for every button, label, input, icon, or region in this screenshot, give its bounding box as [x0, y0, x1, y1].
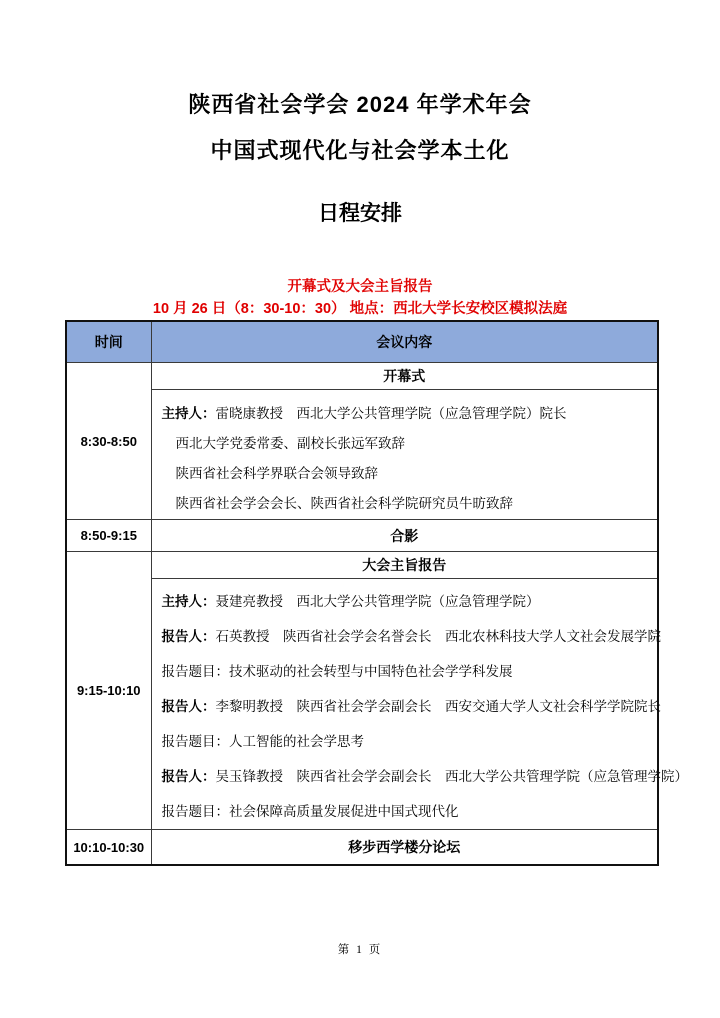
doc-title-line1: 陕西省社会学会 2024 年学术年会 [188, 92, 532, 117]
detail-line [152, 689, 661, 724]
detail-label: 报告人： [161, 629, 216, 644]
schedule-table [65, 320, 688, 866]
table-row [66, 552, 658, 579]
doc-title-line2: 中国式现代化与社会学本土化 [210, 138, 510, 163]
detail-line [152, 759, 688, 794]
detail-text: 陕西省社会科学界联合会领导致辞 [175, 466, 378, 481]
detail-line [152, 654, 658, 689]
table-row [66, 579, 658, 830]
detail-line [152, 489, 658, 519]
detail-text: 吴玉锋教授 陕西省社会学会副会长 西北大学公共管理学院（应急管理学院） [215, 769, 688, 784]
segment-subheader: 大会主旨报告 [151, 552, 658, 579]
detail-text: 陕西省社会学会会长、陕西省社会科学院研究员牛昉致辞 [175, 496, 513, 511]
detail-label: 报告人： [161, 699, 216, 714]
detail-line [152, 429, 658, 459]
session-datetime-location: 10 月 26 日（8：30-10：30） 地点：西北大学长安校区模拟法庭 [152, 301, 568, 317]
segment-title: 合影 [151, 520, 658, 552]
schedule-heading: 日程安排 [318, 202, 402, 225]
col-header-content: 会议内容 [151, 321, 658, 363]
detail-line [152, 584, 658, 619]
detail-text: 李黎明教授 陕西省社会学会副会长 西安交通大学人文社会科学学院院长 [215, 699, 661, 714]
table-row [66, 390, 658, 520]
time-cell: 9:15-10:10 [66, 552, 151, 830]
detail-text: 石英教授 陕西省社会学会名誉会长 西北农林科技大学人文社会发展学院 [215, 629, 661, 644]
detail-text: 雷晓康教授 西北大学公共管理学院（应急管理学院）院长 [215, 406, 567, 421]
segment-subheader: 开幕式 [151, 363, 658, 390]
detail-text: 报告题目：社会保障高质量发展促进中国式现代化 [161, 804, 459, 819]
detail-line [152, 619, 661, 654]
segment-details [151, 579, 688, 830]
segment-details [151, 390, 658, 520]
detail-label: 报告人： [161, 769, 216, 784]
time-cell: 8:30-8:50 [66, 363, 151, 520]
time-cell: 8:50-9:15 [66, 520, 151, 552]
detail-line [152, 459, 658, 489]
session-heading: 开幕式及大会主旨报告 [287, 279, 433, 295]
detail-text: 报告题目：人工智能的社会学思考 [161, 734, 364, 749]
table-row [66, 830, 658, 866]
detail-line [152, 794, 658, 829]
time-cell: 10:10-10:30 [66, 830, 151, 866]
detail-text: 西北大学党委常委、副校长张远军致辞 [175, 436, 405, 451]
segment-title: 移步西学楼分论坛 [151, 830, 658, 866]
table-row [66, 363, 658, 390]
table-header-row [66, 321, 658, 363]
detail-label: 主持人： [161, 594, 216, 609]
detail-line [152, 399, 658, 429]
detail-text: 报告题目：技术驱动的社会转型与中国特色社会学学科发展 [161, 664, 513, 679]
col-header-time: 时间 [66, 321, 151, 363]
table-row [66, 520, 658, 552]
detail-line [152, 724, 658, 759]
footer-page-number: 第 1 页 [337, 944, 383, 956]
detail-text: 聂建亮教授 西北大学公共管理学院（应急管理学院） [215, 594, 540, 609]
detail-label: 主持人： [161, 406, 216, 421]
